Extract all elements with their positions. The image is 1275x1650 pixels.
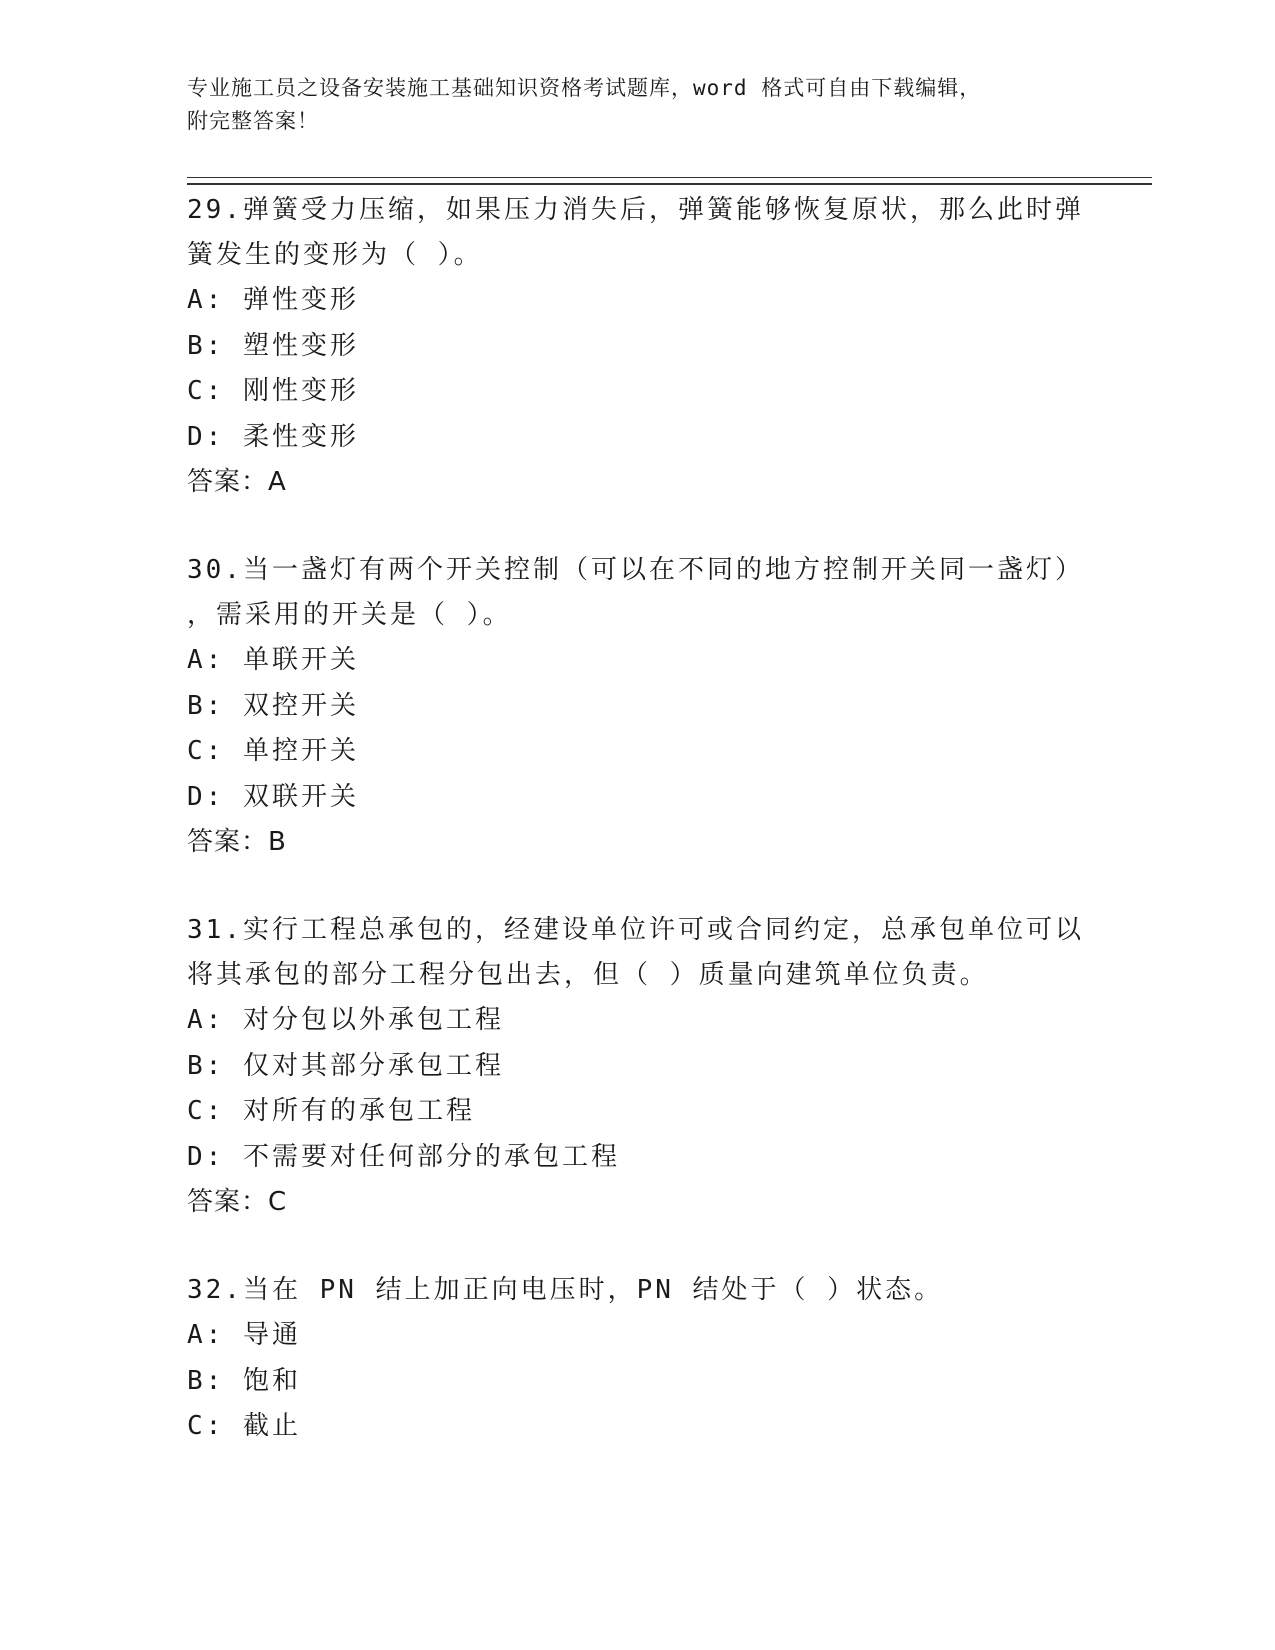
spacer — [187, 865, 1117, 908]
option-a: A: 导通 — [187, 1320, 301, 1350]
answer: 答案：C — [187, 1187, 288, 1217]
option-d: D: 柔性变形 — [187, 421, 359, 452]
document-header — [187, 72, 1087, 138]
option-d: D: 双联开关 — [187, 781, 359, 812]
option-b: B: 塑性变形 — [187, 330, 359, 361]
option-a: A: 弹性变形 — [187, 285, 359, 315]
option-b: B: 双控开关 — [187, 690, 359, 721]
option-a: A: 单联开关 — [187, 645, 359, 675]
spacer — [187, 1225, 1117, 1268]
header-divider-thin — [187, 177, 1152, 178]
question-list — [187, 188, 1117, 1450]
question-text: 32.当在 PN 结上加正向电压时，PN 结处于（ ）状态。 — [187, 1275, 944, 1305]
question-text: 30.当一盏灯有两个开关控制（可以在不同的地方控制开关同一盏灯） — [187, 555, 1084, 585]
question-block — [187, 908, 1117, 1225]
option-c: C: 截止 — [187, 1411, 301, 1441]
question-text: ，需采用的开关是（ ）。 — [187, 600, 512, 630]
question-text: 31.实行工程总承包的，经建设单位许可或合同约定，总承包单位可以 — [187, 915, 1084, 945]
spacer — [187, 505, 1117, 548]
question-block — [187, 188, 1117, 505]
question-text: 将其承包的部分工程分包出去，但（ ）质量向建筑单位负责。 — [187, 960, 989, 990]
option-b: B: 饱和 — [187, 1365, 301, 1396]
answer: 答案：A — [187, 467, 287, 497]
answer: 答案：B — [187, 827, 287, 857]
question-block — [187, 548, 1117, 865]
option-c: C: 刚性变形 — [187, 376, 359, 406]
header-divider-thick — [187, 183, 1152, 185]
header-line-2: 附完整答案！ — [187, 109, 319, 133]
header-line-1: 专业施工员之设备安装施工基础知识资格考试题库，word 格式可自由下载编辑， — [187, 76, 982, 100]
option-a: A: 对分包以外承包工程 — [187, 1005, 504, 1035]
option-b: B: 仅对其部分承包工程 — [187, 1050, 504, 1081]
question-text: 簧发生的变形为（ ）。 — [187, 240, 483, 270]
question-text: 29.弹簧受力压缩，如果压力消失后，弹簧能够恢复原状，那么此时弹 — [187, 195, 1084, 225]
option-c: C: 对所有的承包工程 — [187, 1096, 475, 1126]
question-block — [187, 1268, 1117, 1450]
option-c: C: 单控开关 — [187, 736, 359, 766]
option-d: D: 不需要对任何部分的承包工程 — [187, 1141, 620, 1172]
